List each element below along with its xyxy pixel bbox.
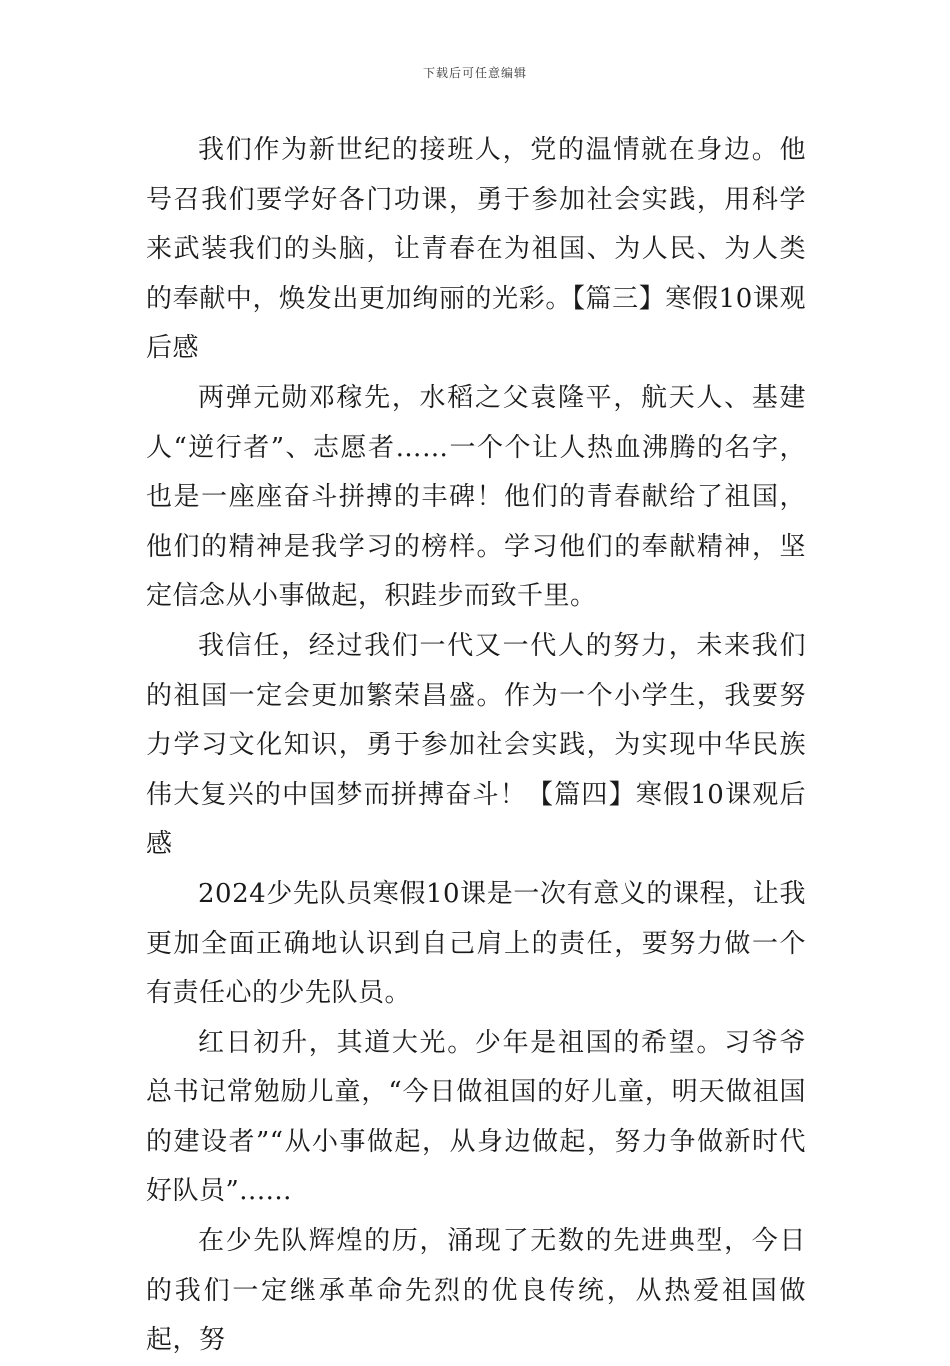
paragraph-3: 我信任，经过我们一代又一代人的努力，未来我们的祖国一定会更加繁荣昌盛。作为一个小学生，我要努力学习文化知识，勇于参加社会实践，为实现中华民族伟大复兴的中国梦而拼搏奋斗！【篇四】寒假10课观后感	[146, 630, 806, 860]
paragraph-5: 红日初升，其道大光。少年是祖国的希望。习爷爷总书记常勉励儿童，“今日做祖国的好儿童，明天做祖国的建设者”“从小事做起，从身边做起，努力争做新时代好队员”......	[146, 1027, 806, 1207]
paragraph-1: 我们作为新世纪的接班人，党的温情就在身边。他号召我们要学好各门功课，勇于参加社会实践，用科学来武装我们的头脑，让青春在为祖国、为人民、为人类的奉献中，焕发出更加绚丽的光彩。【篇三】寒假10课观后感	[146, 135, 806, 364]
paragraph-4: 2024少先队员寒假10课是一次有意义的课程，让我更加全面正确地认识到自己肩上的责任，要努力做一个有责任心的少先队员。	[146, 878, 806, 1009]
document-body	[146, 126, 806, 1366]
page-header: 下载后可任意编辑	[422, 66, 527, 80]
paragraph-6: 在少先队辉煌的历，涌现了无数的先进典型，今日的我们一定继承革命先烈的优良传统，从热爱祖国做起，努	[146, 1226, 806, 1356]
paragraph-2: 两弹元勋邓稼先，水稻之父袁隆平，航天人、基建人“逆行者”、志愿者……一个个让人热血沸腾的名字，也是一座座奋斗拼搏的丰碑！他们的青春献给了祖国，他们的精神是我学习的榜样。学习他们的奉献精神，坚定信念从小事做起，积跬步而致千里。	[146, 382, 806, 612]
